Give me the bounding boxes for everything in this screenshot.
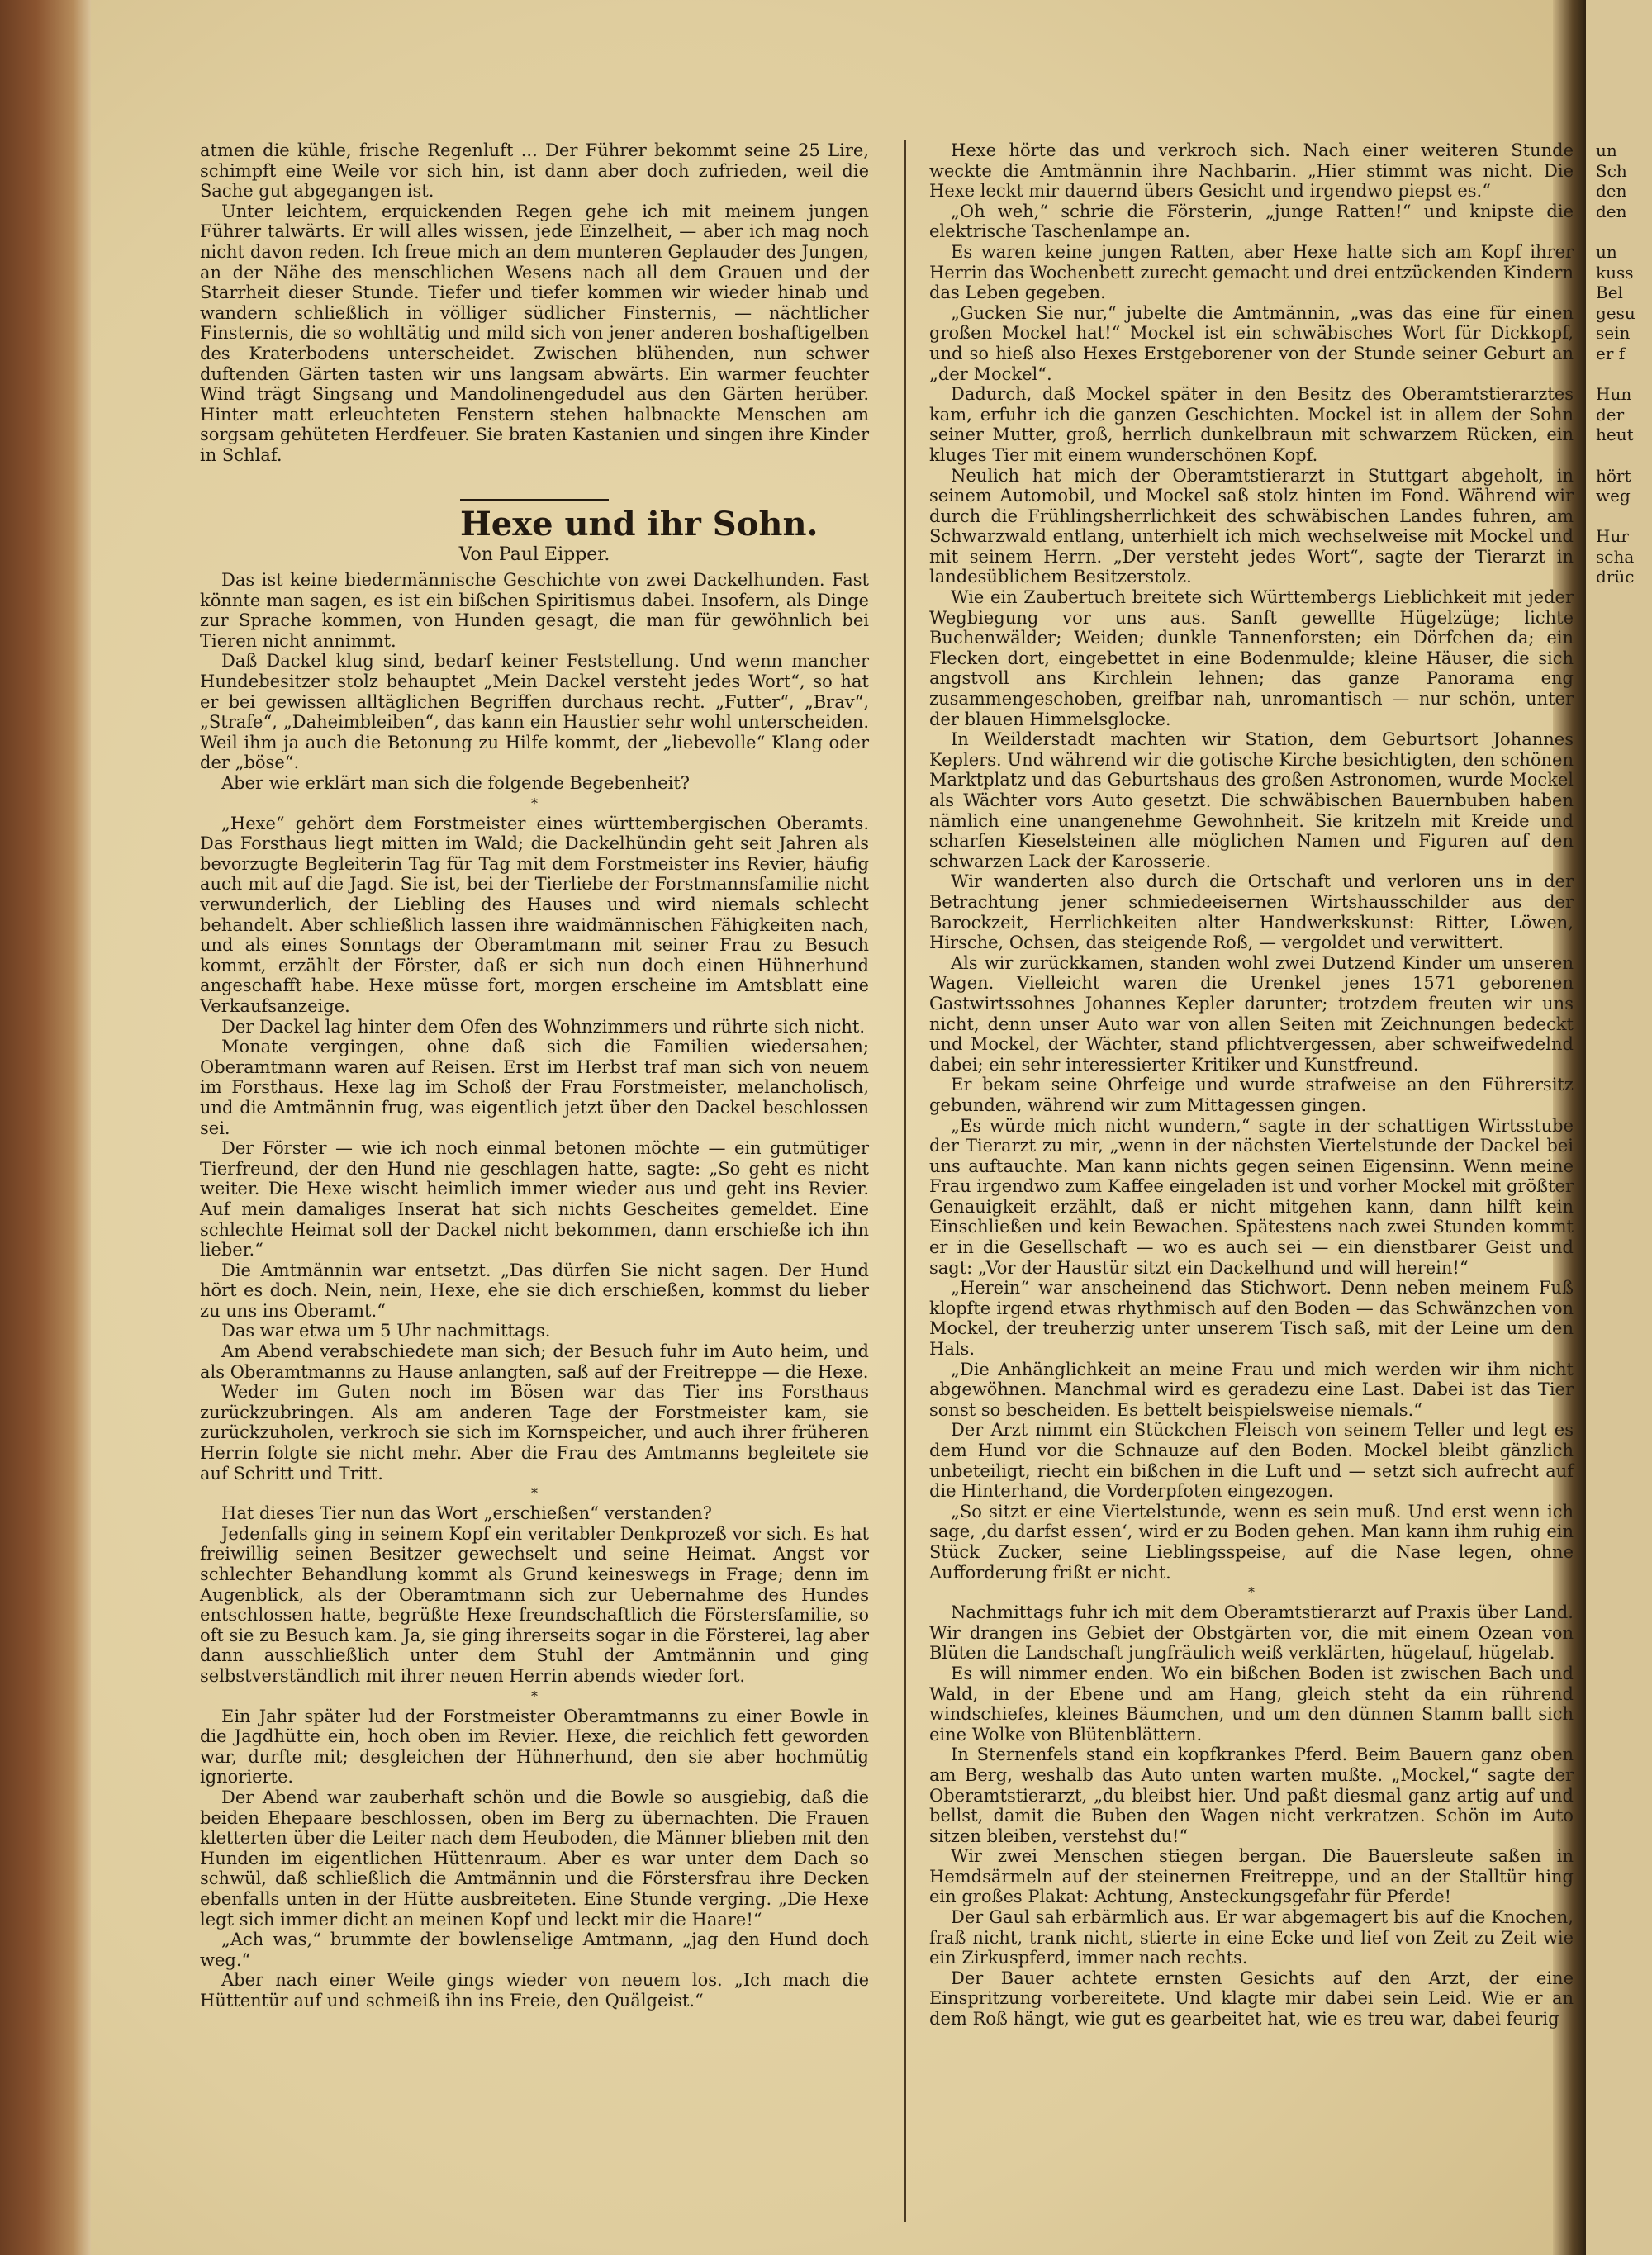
adjacent-page-fragment: heut [1596,425,1634,445]
article-paragraph: Der Arzt nimmt ein Stückchen Fleisch von seinem Teller und legt es dem Hund vor die Schnauze auf den Boden. Mockel bleibt gänzlich unbeteiligt, riecht ein bißchen in die Luft und — setzt sich aufrecht auf die Hinterhand, die Vorderpfoten eingezogen. [929,1420,1574,1502]
article-paragraph: Wir zwei Menschen stiegen bergan. Die Bauersleute saßen in Hemdsärmeln auf der steinernen Freitreppe, und an der Stalltür hing ein großes Plakat: Achtung, Ansteckungsgefahr für Pferde! [929,1846,1574,1907]
section-divider-star: * [531,1485,538,1502]
article-paragraph: In Sternenfels stand ein kopfkrankes Pferd. Beim Bauern ganz oben am Berg, weshalb das Auto unten warten mußte. „Mockel,“ sagte der Oberamtstierarzt, „du bleibst hier. Und paßt diesmal ganz artig auf und bellst, damit die Buben den Wagen nicht verkratzen. Schön im Auto sitzen bleiben, verstehst du!“ [929,1745,1574,1846]
adjacent-page-fragment: weg [1596,486,1631,506]
adjacent-page-fragment: un [1596,140,1617,160]
adjacent-page-fragment: kuss [1596,262,1634,282]
article-paragraph: „Hexe“ gehört dem Forstmeister eines württembergischen Oberamts. Das Forsthaus liegt mitten im Wald; die Dackelhündin geht seit Jahren als bevorzugte Begleiterin Tag für Tag mit dem Forstmeister ins Revier, häufig auch mit auf die Jagd. Sie ist, bei der Tierliebe der Forstmannsfamilie nicht verwunderlich, der Liebling des Hauses und wird niemals schlecht behandelt. Aber schließlich lassen ihre waidmännischen Fähigkeiten nach, und als eines Sonntags der Oberamtmann mit seiner Frau zu Besuch kommt, erzählt der Förster, daß er sich nun doch einen Hühnerhund angeschafft habe. Hexe müsse fort, morgen erscheine im Amtsblatt eine Verkaufsanzeige. [200,813,869,1016]
article-paragraph: Der Gaul sah erbärmlich aus. Er war abgemagert bis auf die Knochen, fraß nicht, trank nicht, stierte in eine Ecke und lief von Zeit zu Zeit wie ein Zirkuspferd, immer nach rechts. [929,1907,1574,1968]
article-paragraph: Der Förster — wie ich noch einmal betonen möchte — ein gutmütiger Tierfreund, der den Hund nie geschlagen hatte, sagte: „So geht es nicht weiter. Die Hexe wischt heimlich immer wieder aus und geht ins Revier. Auf mein damaliges Inserat hat sich nichts Gescheites gemeldet. Eine schlechte Heimat soll der Dackel nicht bekommen, dann erschieße ich ihn lieber.“ [200,1138,869,1260]
intro-paragraph: atmen die kühle, frische Regenluft ... Der Führer bekommt seine 25 Lire, schimpft eine Weile vor sich hin, ist dann aber doch zufrieden, weil die Sache gut abgegangen ist. [200,140,869,202]
column-rule [904,140,906,2222]
adjacent-page-fragment: scha [1596,546,1635,567]
article-byline: Von Paul Eipper. [458,544,610,565]
article-paragraph: „Ach was,“ brummte der bowlenselige Amtmann, „jag den Hund doch weg.“ [200,1930,869,1970]
article-paragraph: Neulich hat mich der Oberamtstierarzt in Stuttgart abgeholt, in seinem Automobil, und Mockel saß stolz hinten im Fond. Während wir durch die Frühlingsherrlichkeit des schwäbischen Landes fuhren, am Schwarzwald entlang, unterhielt ich mich wechselweise mit Mockel und mit seinem Herrn. „Der versteht jedes Wort“, sagte der Tierarzt in landesüblichem Besitzerstolz. [929,465,1574,587]
book-binding [0,0,91,2255]
adjacent-page-text [1596,140,1645,587]
article-paragraph: Aber wie erklärt man sich die folgende Begebenheit? [221,773,691,794]
article-paragraph: Daß Dackel klug sind, bedarf keiner Feststellung. Und wenn mancher Hundebesitzer stolz behauptet „Mein Dackel versteht jedes Wort“, so hat er bei gewissen alltäglichen Begriffen durchaus recht. „Futter“, „Brav“, „Strafe“, „Daheimbleiben“, das kann ein Haustier sehr wohl unterscheiden. Weil ihm ja auch die Betonung zu Hilfe kommt, der „liebevolle“ Klang oder der „böse“. [200,651,869,773]
adjacent-page-fragment: gesu [1596,302,1635,323]
intro-paragraph: Unter leichtem, erquickenden Regen gehe ich mit meinem jungen Führer talwärts. Er will alles wissen, jede Einzelheit, — aber ich mag noch nicht davon reden. Ich freue mich an dem munteren Geplauder des Jungen, an der Nähe des menschlichen Wesens nach all dem Grauen und der Starrheit dieser Stunde. Tiefer und tiefer kommen wir wieder hinab und wandern schließlich in völliger südlicher Finsternis, — nächtlicher Finsternis, die so wohltätig und mild sich von jener anderen boshaftigelben des Kraterbodens unterscheidet. Zwischen blühenden, nun schwer duftenden Gärten tasten wir uns langsam abwärts. Ein warmer feuchter Wind trägt Singsang und Mandolinengedudel aus den Gärten herüber. Hinter matt erleuchteten Fenstern stehen halbnackte Menschen am sorgsam gehüteten Herdfeuer. Sie braten Kastanien und singen ihre Kinder in Schlaf. [200,201,869,465]
article-paragraph: „Oh weh,“ schrie die Försterin, „junge Ratten!“ und knipste die elektrische Taschenlampe an. [929,201,1574,242]
article-paragraph: Aber nach einer Weile gings wieder von neuem los. „Ich mach die Hüttentür auf und schmeiß ihn ins Freie, den Quälgeist.“ [200,1970,869,2011]
article-paragraph: Monate vergingen, ohne daß sich die Familien wiedersahen; Oberamtmann waren auf Reisen. Erst im Herbst traf man sich von neuem im Forsthaus. Hexe lag im Schoß der Frau Forstmeister, melancholisch, und die Amtmännin frug, was eigentlich jetzt über den Dackel beschlossen sei. [200,1037,869,1138]
section-divider-star: * [531,795,538,811]
section-divider-star: * [531,1688,538,1704]
left-column [200,140,869,2011]
article-paragraph: Dadurch, daß Mockel später in den Besitz des Oberamtstierarztes kam, erfuhr ich die ganzen Geschichten. Mockel ist in allem der Sohn seiner Mutter, groß, herrlich dunkelbraun mit schwarzem Rücken, ein kluges Tier mit einem wunderschönen Kopf. [929,384,1574,465]
adjacent-page-fragment: drüc [1596,567,1635,587]
article-paragraph: Der Abend war zauberhaft schön und die Bowle so ausgiebig, daß die beiden Ehepaare beschlossen, oben im Berg zu übernachten. Die Frauen kletterten über die Leiter nach dem Heuboden, die Männer blieben mit den Hunden im eigentlichen Hüttenraum. Aber es war unter dem Dach so schwül, daß schließlich die Amtmännin und die Förstersfrau ihre Decken ebenfalls unten in der Hütte ausbreiteten. Eine Stunde verging. „Die Hexe legt sich immer dicht an meinen Kopf und leckt mir die Haare!“ [200,1787,869,1930]
article-paragraph: Hexe hörte das und verkroch sich. Nach einer weiteren Stunde weckte die Amtmännin ihre Nachbarin. „Hier stimmt was nicht. Die Hexe leckt mir dauernd übers Gesicht und irgendwo piepst es.“ [929,140,1574,202]
adjacent-page-fragment [1596,445,1645,466]
adjacent-page-fragment [1596,364,1645,385]
adjacent-page-fragment: Hur [1596,526,1629,547]
article-paragraph: Ein Jahr später lud der Forstmeister Oberamtmanns zu einer Bowle in die Jagdhütte ein, hoch oben im Revier. Hexe, die reichlich fett geworden war, durfte mit; desgleichen der Hühnerhund, den sie aber hochmütig ignorierte. [200,1706,869,1787]
article-paragraph: „So sitzt er eine Viertelstunde, wenn es sein muß. Und erst wenn ich sage, ‚du darfst essen‘, wird er zu Boden gehen. Man kann ihm ruhig ein Stück Zucker, seine Lieblingsspeise, auf die Nase legen, ohne Aufforderung frißt er nicht. [929,1501,1574,1583]
adjacent-page-fragment [1596,506,1645,527]
adjacent-page-fragment: der [1596,404,1625,425]
adjacent-page-fragment: Sch [1596,160,1627,181]
adjacent-page-fragment: den [1596,201,1627,221]
adjacent-page-fragment [1596,221,1645,242]
article-header [200,499,869,545]
article-paragraph: Der Dackel lag hinter dem Ofen des Wohnzimmers und rührte sich nicht. [221,1016,866,1037]
adjacent-page-fragment: er f [1596,343,1626,363]
adjacent-page-fragment: Bel [1596,282,1623,303]
article-paragraph: Nachmittags fuhr ich mit dem Oberamtstierarzt auf Praxis über Land. Wir drangen ins Gebiet der Obstgärten vor, die mit einem Ozean von Blüten die Landschaft jungfräulich weiß verklärten, hügelauf, hügelab. [929,1602,1574,1664]
adjacent-page-fragment: hört [1596,465,1631,486]
article-paragraph: Der Bauer achtete ernsten Gesichts auf den Arzt, der eine Einspritzung vorbereitete. Und klagte mir dabei sein Leid. Wie er an dem Roß hängt, wie gut es gearbeitet hat, wie es treu war, dabei feurig [929,1968,1574,2029]
section-divider-star: * [1248,1584,1255,1601]
article-paragraph: „Die Anhänglichkeit an meine Frau und mich werden wir ihm nicht abgewöhnen. Manchmal wird es geradezu eine Last. Dabei ist das Tier sonst so bescheiden. Es bettelt beispielsweise niemals.“ [929,1359,1574,1420]
adjacent-page-fragment: sein [1596,323,1631,344]
article-paragraph: Es waren keine jungen Ratten, aber Hexe hatte sich am Kopf ihrer Herrin das Wochenbett zurecht gemacht und drei entzückenden Kindern das Leben gegeben. [929,241,1574,303]
adjacent-page-fragment: den [1596,181,1627,202]
article-paragraph: „Es würde mich nicht wundern,“ sagte in der schattigen Wirtsstube der Tierarzt zu mir, „wenn in der nächsten Viertelstunde der Dackel bei uns auftauchte. Man kann nichts gegen seinen Eigensinn. Wenn meine Frau irgendwo zum Kaffee eingeladen ist und vorher Mockel mit größter Genauigkeit erzählt, daß er nicht mitgehen kann, dann hilft kein Einschließen und kein Bewachen. Spätestens nach zwei Stunden kommt er in die Gesellschaft — wo es auch sei — ein dienstbarer Geist und sagt: „Vor der Haustür sitzt ein Dackelhund und will herein!“ [929,1115,1574,1278]
article-paragraph: Hat dieses Tier nun das Wort „erschießen“ verstanden? [221,1503,712,1524]
right-column [929,140,1574,2029]
article-paragraph: Er bekam seine Ohrfeige und wurde strafweise an den Führersitz gebunden, während wir zum Mittagessen gingen. [929,1075,1574,1115]
article-paragraph: Es will nimmer enden. Wo ein bißchen Boden ist zwischen Bach und Wald, in der Ebene und am Hang, gleich steht da ein rührend windschiefes, kleines Bäumchen, und um den dünnen Stamm ballt sich eine Wolke von Blütenblättern. [929,1663,1574,1745]
article-paragraph: „Gucken Sie nur,“ jubelte die Amtmännin, „was das eine für einen großen Mockel hat!“ Mockel ist ein schwäbisches Wort für Dickkopf, und so hieß also Hexes Erstgeborener von der Stunde seiner Geburt an „der Mockel“. [929,302,1574,384]
article-paragraph: Die Amtmännin war entsetzt. „Das dürfen Sie nicht sagen. Der Hund hört es doch. Nein, nein, Hexe, ehe sie dich erschießen, kommst du lieber zu uns ins Oberamt.“ [200,1260,869,1321]
article-paragraph: Wie ein Zaubertuch breitete sich Württembergs Lieblichkeit mit jeder Wegbiegung vor uns aus. Sanft gewellte Hügelzüge; lichte Buchenwälder; Weiden; dunkle Tannenforsten; ein Dörfchen da; ein Flecken dort, eingebettet in eine Bodenmulde; kleine Häuser, die sich angstvoll ans Kirchlein lehnen; das ganze Panorama eng zusammengeschoben, greifbar nah, unromantisch — nur schön, unter der blauen Himmelsglocke. [929,587,1574,729]
article-paragraph: In Weilderstadt machten wir Station, dem Geburtsort Johannes Keplers. Und während wir die gotische Kirche besichtigten, den schönen Marktplatz und das Geburtshaus des großen Astronomen, wurde Mockel als Wächter vors Auto gesetzt. Die schwäbischen Bauernbuben haben nämlich eine unangenehme Gewohnheit. Sie kritzeln mit Kreide und scharfen Kieselsteinen alle möglichen Namen und Figuren auf den schwarzen Lack der Karosserie. [929,729,1574,871]
article-paragraph: Jedenfalls ging in seinem Kopf ein veritabler Denkprozeß vor sich. Es hat freiwillig seinen Besitzer gewechselt und seine Heimat. Angst vor schlechter Behandlung kommt als Grund keineswegs in Frage; denn im Augenblick, als der Oberamtmann sich zur Uebernahme des Hundes entschlossen hatte, begrüßte Hexe freundschaftlich die Förstersfamilie, so oft sie zu Besuch kam. Ja, sie ging ihrerseits sogar in die Försterei, lag aber dann ausschließlich unter dem Stuhl der Amtmännin und ging selbstverständlich mit ihrer neuen Herrin abends wieder fort. [200,1523,869,1686]
article-paragraph: Am Abend verabschiedete man sich; der Besuch fuhr im Auto heim, und als Oberamtmanns zu Hause anlangten, saß auf der Freitreppe — die Hexe. [200,1341,869,1382]
article-paragraph: Als wir zurückkamen, standen wohl zwei Dutzend Kinder um unseren Wagen. Vielleicht waren die Urenkel jenes 1571 geborenen Gastwirtssohnes Johannes Kepler darunter; trotzdem freuten wir uns nicht, denn unser Auto war von allen Seiten mit Zeichnungen bedeckt und Mockel, der Wächter, stand pflichtvergessen, aber schweifwedelnd dabei; ein sehr interessierter Kritiker und Kunstfreund. [929,952,1574,1075]
article-paragraph: Das ist keine biedermännische Geschichte von zwei Dackelhunden. Fast könnte man sagen, es ist ein bißchen Spiritismus dabei. Insofern, als Dinge zur Sprache kommen, von Hunden gesagt, die man für gewöhnlich bei Tieren nicht annimmt. [200,570,869,651]
article-paragraph: Weder im Guten noch im Bösen war das Tier ins Forsthaus zurückzubringen. Als am anderen Tage der Forstmeister kam, sie zurückzuholen, verkroch sie sich im Kornspeicher, und auch ihrer früheren Herrin folgte sie nicht mehr. Aber die Frau des Amtmanns begleitete sie auf Schritt und Tritt. [200,1382,869,1484]
adjacent-page-fragment: un [1596,241,1617,262]
article-paragraph: „Herein“ war anscheinend das Stichwort. Denn neben meinem Fuß klopfte irgend etwas rhythmisch auf den Boden — das Schwänzchen von Mockel, der treuherzig unter unserem Tisch saß, mit der Leine um den Hals. [929,1278,1574,1360]
article-title: Hexe und ihr Sohn. [460,499,609,545]
adjacent-page-fragment: Hun [1596,384,1632,405]
article-paragraph: Wir wanderten also durch die Ortschaft und verloren uns in der Betrachtung jener schmiedeeisernen Wirtshausschilder aus der Barockzeit, Herrlichkeiten alter Handwerkskunst: Ritter, Löwen, Hirsche, Ochsen, das steigende Roß, — vergoldet und verwittert. [929,871,1574,953]
article-paragraph: Das war etwa um 5 Uhr nachmittags. [221,1321,551,1341]
